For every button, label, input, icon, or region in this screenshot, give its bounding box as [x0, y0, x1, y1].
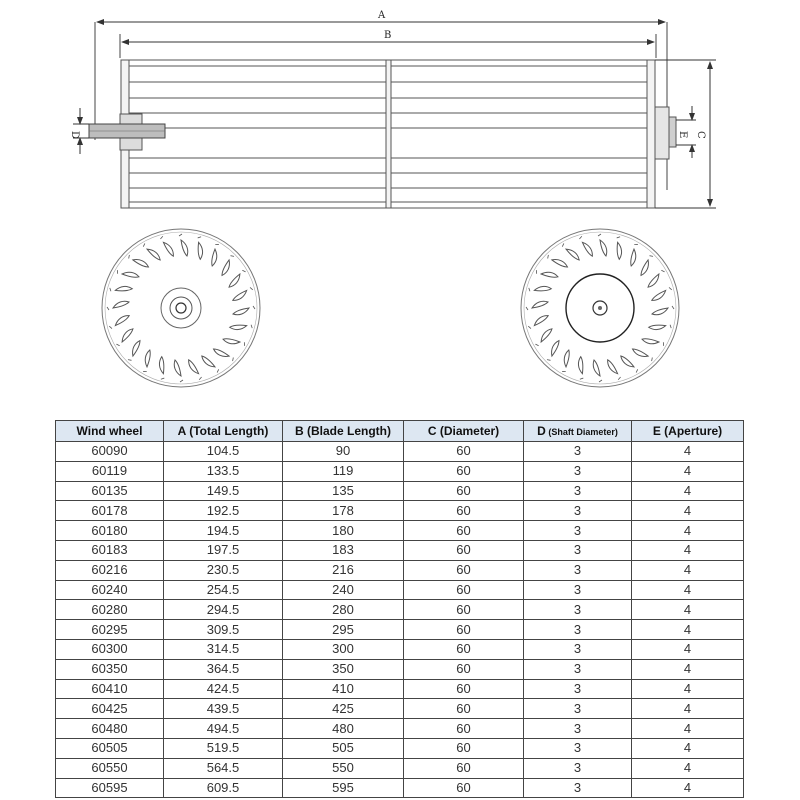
table-row [56, 560, 744, 580]
table-cell: 183 [283, 540, 404, 560]
table-cell: 4 [632, 560, 744, 580]
table-cell: 4 [632, 481, 744, 501]
table-cell: 60 [404, 560, 524, 580]
table-cell: 550 [283, 758, 404, 778]
table-cell: 60 [404, 600, 524, 620]
table-cell: 60350 [56, 659, 164, 679]
table-cell: 3 [524, 659, 632, 679]
table-cell: 505 [283, 738, 404, 758]
table-cell: 60180 [56, 521, 164, 541]
table-cell: 410 [283, 679, 404, 699]
table-row [56, 699, 744, 719]
table-cell: 60216 [56, 560, 164, 580]
table-cell: 192.5 [164, 501, 283, 521]
table-cell: 240 [283, 580, 404, 600]
table-cell: 3 [524, 600, 632, 620]
table-cell: 60119 [56, 461, 164, 481]
table-cell: 3 [524, 778, 632, 798]
dimension-b-label: B [384, 30, 392, 41]
table-cell: 3 [524, 481, 632, 501]
table-row [56, 620, 744, 640]
table-cell: 133.5 [164, 461, 283, 481]
table-row [56, 639, 744, 659]
table-cell: 60295 [56, 620, 164, 640]
table-cell: 3 [524, 639, 632, 659]
table-cell: 4 [632, 758, 744, 778]
spec-table [55, 420, 744, 798]
table-cell: 4 [632, 620, 744, 640]
table-cell: 60 [404, 481, 524, 501]
table-cell: 60090 [56, 442, 164, 462]
column-header: B (Blade Length) [283, 421, 404, 442]
table-cell: 3 [524, 699, 632, 719]
table-cell: 3 [524, 679, 632, 699]
table-cell: 3 [524, 521, 632, 541]
table-cell: 60 [404, 679, 524, 699]
table-row [56, 442, 744, 462]
table-cell: 60 [404, 442, 524, 462]
table-cell: 4 [632, 442, 744, 462]
dimension-d-label: D [69, 131, 80, 140]
dimension-a-label: A [378, 10, 386, 21]
table-cell: 4 [632, 699, 744, 719]
table-cell: 216 [283, 560, 404, 580]
table-cell: 60 [404, 461, 524, 481]
table-cell: 4 [632, 639, 744, 659]
table-cell: 3 [524, 580, 632, 600]
table-cell: 3 [524, 758, 632, 778]
table-cell: 135 [283, 481, 404, 501]
table-cell: 60 [404, 501, 524, 521]
table-cell: 280 [283, 600, 404, 620]
table-cell: 494.5 [164, 719, 283, 739]
table-cell: 104.5 [164, 442, 283, 462]
table-cell: 60183 [56, 540, 164, 560]
table-cell: 60178 [56, 501, 164, 521]
table-cell: 3 [524, 738, 632, 758]
column-header: C (Diameter) [404, 421, 524, 442]
column-header: E (Aperture) [632, 421, 744, 442]
table-row [56, 580, 744, 600]
table-cell: 4 [632, 719, 744, 739]
table-cell: 519.5 [164, 738, 283, 758]
table-cell: 60 [404, 758, 524, 778]
table-cell: 364.5 [164, 659, 283, 679]
table-cell: 60240 [56, 580, 164, 600]
table-cell: 314.5 [164, 639, 283, 659]
table-cell: 119 [283, 461, 404, 481]
table-cell: 60135 [56, 481, 164, 501]
table-header-row [56, 421, 744, 442]
table-cell: 60 [404, 521, 524, 541]
wheel-end-view-right [521, 229, 679, 387]
table-row [56, 659, 744, 679]
table-cell: 424.5 [164, 679, 283, 699]
table-cell: 60 [404, 738, 524, 758]
table-cell: 294.5 [164, 600, 283, 620]
dimension-e-label: E [677, 131, 688, 139]
table-cell: 60300 [56, 639, 164, 659]
table-cell: 60410 [56, 679, 164, 699]
table-cell: 350 [283, 659, 404, 679]
table-cell: 480 [283, 719, 404, 739]
table-cell: 60 [404, 719, 524, 739]
table-cell: 60 [404, 778, 524, 798]
table-cell: 60480 [56, 719, 164, 739]
table-cell: 4 [632, 778, 744, 798]
table-row [56, 481, 744, 501]
table-cell: 60 [404, 659, 524, 679]
table-cell: 60425 [56, 699, 164, 719]
table-cell: 295 [283, 620, 404, 640]
table-cell: 194.5 [164, 521, 283, 541]
table-row [56, 600, 744, 620]
table-cell: 4 [632, 501, 744, 521]
table-row [56, 778, 744, 798]
table-cell: 60505 [56, 738, 164, 758]
table-row [56, 679, 744, 699]
table-cell: 4 [632, 580, 744, 600]
table-cell: 4 [632, 521, 744, 541]
table-cell: 309.5 [164, 620, 283, 640]
table-cell: 254.5 [164, 580, 283, 600]
dimension-e [676, 106, 696, 158]
drum-side-view [89, 60, 676, 208]
table-cell: 3 [524, 461, 632, 481]
dimension-a [95, 10, 667, 190]
table-cell: 3 [524, 719, 632, 739]
table-cell: 425 [283, 699, 404, 719]
table-cell: 609.5 [164, 778, 283, 798]
table-cell: 60 [404, 639, 524, 659]
table-cell: 149.5 [164, 481, 283, 501]
table-cell: 197.5 [164, 540, 283, 560]
table-cell: 3 [524, 501, 632, 521]
dimension-b [120, 30, 656, 58]
table-cell: 439.5 [164, 699, 283, 719]
table-cell: 595 [283, 778, 404, 798]
table-cell: 3 [524, 620, 632, 640]
table-row [56, 461, 744, 481]
table-cell: 60 [404, 620, 524, 640]
table-row [56, 719, 744, 739]
table-cell: 4 [632, 679, 744, 699]
table-cell: 180 [283, 521, 404, 541]
table-cell: 60 [404, 580, 524, 600]
table-cell: 230.5 [164, 560, 283, 580]
table-cell: 300 [283, 639, 404, 659]
table-cell: 3 [524, 540, 632, 560]
table-cell: 60595 [56, 778, 164, 798]
table-row [56, 501, 744, 521]
table-cell: 3 [524, 442, 632, 462]
table-cell: 4 [632, 738, 744, 758]
dimension-c-label: C [695, 131, 706, 139]
table-cell: 60 [404, 540, 524, 560]
table-cell: 4 [632, 461, 744, 481]
dimension-d [69, 108, 89, 154]
table-row [56, 521, 744, 541]
column-header: A (Total Length) [164, 421, 283, 442]
table-row [56, 738, 744, 758]
table-cell: 60280 [56, 600, 164, 620]
table-cell: 4 [632, 659, 744, 679]
column-header: D (Shaft Diameter) [524, 421, 632, 442]
table-cell: 60550 [56, 758, 164, 778]
table-cell: 178 [283, 501, 404, 521]
column-header: Wind wheel [56, 421, 164, 442]
wheel-end-view-left [102, 229, 260, 387]
table-cell: 90 [283, 442, 404, 462]
table-cell: 3 [524, 560, 632, 580]
table-cell: 564.5 [164, 758, 283, 778]
table-row [56, 540, 744, 560]
table-cell: 4 [632, 600, 744, 620]
table-cell: 60 [404, 699, 524, 719]
table-row [56, 758, 744, 778]
table-cell: 4 [632, 540, 744, 560]
